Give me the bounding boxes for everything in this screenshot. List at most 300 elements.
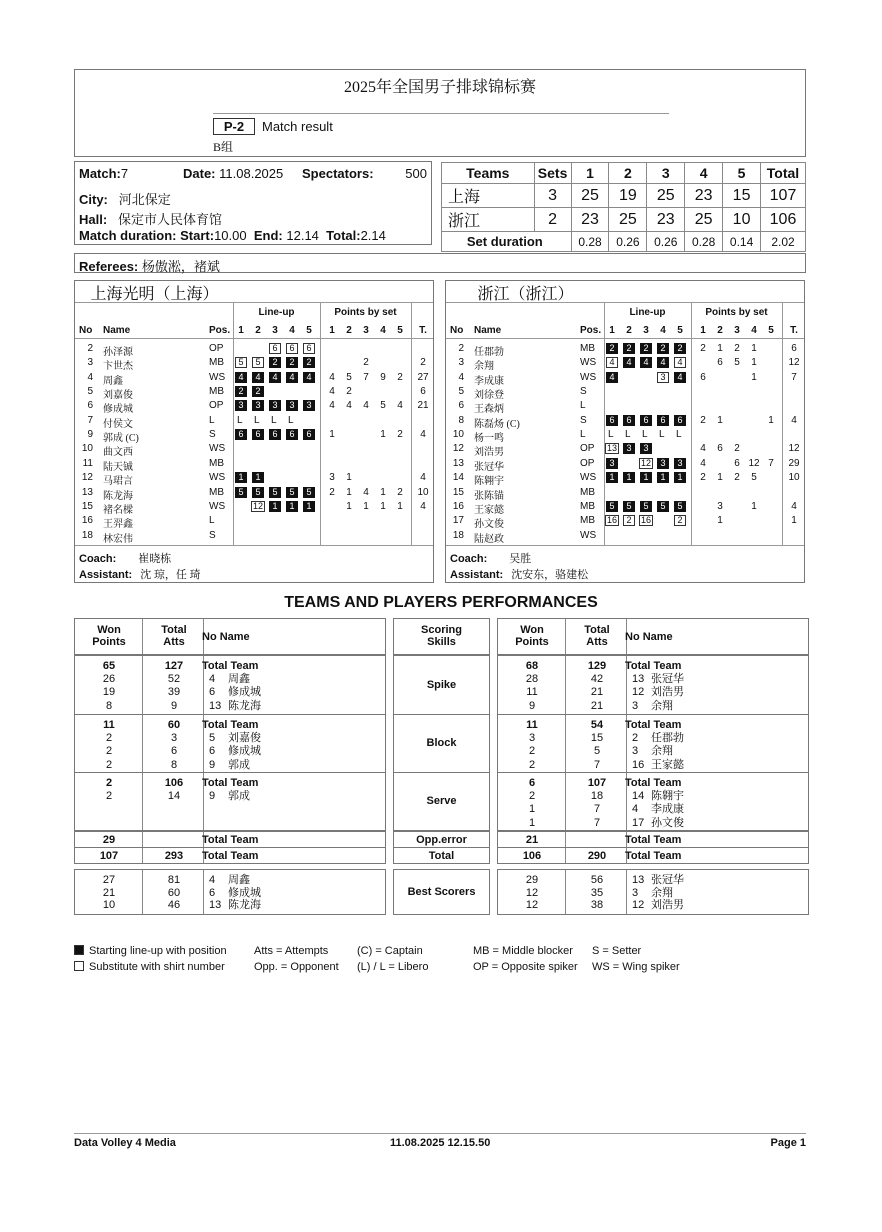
set-points: 7 (768, 457, 774, 469)
won-points: 11 (526, 719, 538, 731)
total-attempts: 127 (164, 660, 184, 672)
starting-position-box: 5 (303, 487, 315, 498)
total-attempts: 54 (590, 719, 604, 731)
starting-position-box: 6 (252, 429, 264, 440)
player-number: 3 (632, 886, 639, 899)
won-points: 21 (525, 834, 539, 846)
won-points: 8 (105, 699, 113, 712)
player-name: 陈翱宇 (651, 790, 684, 803)
player-row (75, 415, 433, 429)
player-number: 6 (209, 745, 216, 758)
match-number-row (79, 166, 128, 181)
points-set-header: 1 (329, 325, 335, 336)
starting-position-box: 4 (623, 357, 635, 368)
set-points: 1 (717, 472, 723, 484)
lineup-set-header: 4 (660, 325, 666, 336)
assistant-label: Assistant: (79, 569, 133, 581)
player-number: 13 (632, 673, 645, 686)
skill-label: Total (428, 850, 455, 862)
player-name: 孙文俊 (651, 816, 684, 829)
set-points: 5 (734, 357, 740, 369)
total-team-label: Total Team (625, 777, 682, 789)
set-points: 2 (397, 429, 403, 441)
player-name: 陈龙海 (228, 699, 261, 712)
points-set-header: 5 (768, 325, 774, 336)
player-position: MB (580, 515, 595, 527)
legend-opp: Opp. = Opponent (254, 961, 339, 973)
starting-position-box: 3 (657, 458, 669, 469)
set-points: 5 (346, 371, 352, 383)
end-label: End: (253, 228, 283, 243)
player-number: 5 (209, 732, 216, 745)
team-title: 上海光明（上海） (90, 286, 219, 303)
score-row-away (442, 208, 806, 232)
player-number: 6 (458, 400, 464, 412)
player-position: OP (209, 343, 224, 354)
libero-mark: L (271, 414, 277, 426)
substitute-number-box: 4 (606, 357, 618, 368)
player-number: 2 (632, 732, 639, 745)
player-name: 张陈锚 (474, 490, 504, 502)
set-points: 3 (717, 500, 723, 512)
player-row (446, 357, 804, 371)
player-row (75, 429, 433, 443)
set-score: 15 (723, 184, 761, 208)
duration-row (79, 228, 386, 243)
total-attempts: 15 (590, 732, 604, 745)
player-name: 陈磊炀 (C) (474, 418, 520, 430)
player-name: 王家懿 (474, 504, 504, 516)
won-points-header: Won Points (92, 624, 126, 648)
player-name: 陈龙海 (228, 899, 261, 911)
player-row (446, 443, 804, 457)
substitute-number-box: 13 (606, 443, 617, 454)
starting-position-box: 5 (623, 501, 635, 512)
total-attempts: 56 (590, 874, 604, 886)
won-points: 2 (105, 790, 113, 803)
starting-position-box: 3 (303, 400, 315, 411)
perf-left-total (74, 847, 386, 864)
document-name: Match result (262, 119, 333, 134)
player-name: 周鑫 (228, 874, 250, 886)
substitute-number-box: 2 (674, 515, 686, 526)
referees-box (74, 253, 806, 273)
lineup-set-header: 3 (272, 325, 278, 336)
player-position: MB (209, 357, 224, 369)
starting-position-box: 2 (269, 357, 281, 368)
roster-col-total: T. (790, 325, 798, 336)
player-row (446, 386, 804, 400)
won-points: 3 (528, 732, 536, 745)
score-header-row (442, 163, 806, 184)
set-score: 23 (647, 208, 685, 232)
perf-right-opp_error (497, 831, 809, 848)
skill-label: Opp.error (416, 834, 467, 846)
player-name: 褚名樑 (103, 504, 133, 516)
set-score: 25 (571, 184, 609, 208)
player-name: 修成城 (228, 745, 261, 758)
perf-skill-block (393, 714, 490, 773)
won-points: 6 (528, 777, 536, 789)
set-points: 4 (363, 400, 369, 412)
player-name: 任郡勃 (474, 347, 504, 358)
duration-label: Match duration: (79, 228, 177, 243)
legend-starting (74, 945, 227, 957)
perf-right-best-scorers (497, 869, 809, 915)
set-score: 10 (723, 208, 761, 232)
city-value: 河北保定 (118, 192, 171, 207)
starting-position-box: 2 (235, 386, 247, 397)
starting-position-box: 2 (606, 343, 618, 354)
total-team-label: Total Team (202, 660, 259, 672)
starting-position-box: 3 (606, 458, 618, 469)
competition-title: 2025年全国男子排球锦标赛 (343, 79, 536, 96)
coach-rule (446, 545, 804, 546)
player-position: MB (209, 386, 224, 398)
player-name: 林宏伟 (103, 533, 133, 545)
starting-position-box: 4 (674, 372, 686, 383)
player-total-points: 12 (788, 357, 800, 369)
starting-position-box: 5 (286, 487, 298, 498)
player-total-points: 7 (791, 371, 797, 383)
score-row-home (442, 184, 806, 208)
set-duration: 0.14 (723, 232, 761, 252)
hall-row (79, 209, 222, 228)
end-time: 12.14 (286, 228, 319, 243)
perf-header-L (74, 618, 386, 655)
player-position: WS (580, 357, 597, 369)
points-set-header: 4 (380, 325, 386, 336)
roster-away (445, 280, 805, 583)
player-row (75, 386, 433, 400)
set-points: 12 (748, 457, 760, 469)
player-total-points: 4 (420, 429, 426, 441)
score-header: 5 (723, 163, 761, 184)
coach-name: 吴胜 (509, 553, 532, 565)
substitute-number-box: 3 (657, 372, 669, 383)
player-name: 王森炳 (474, 404, 504, 416)
total-attempts: 81 (167, 874, 181, 886)
coach-rule (75, 545, 433, 546)
player-row (446, 472, 804, 486)
player-number: 5 (87, 386, 93, 398)
total-time: 2.14 (360, 228, 386, 243)
won-points: 29 (102, 834, 116, 846)
total-atts-header: Total Atts (584, 624, 610, 648)
set-duration: 0.26 (647, 232, 685, 252)
player-total-points: 4 (420, 500, 426, 512)
set-points: 2 (397, 371, 403, 383)
spectators-label: Spectators: (302, 166, 374, 181)
perf-left-block (74, 714, 386, 773)
empty-square-icon (74, 961, 84, 971)
player-row (446, 501, 804, 515)
starting-position-box: 5 (269, 487, 281, 498)
set-points: 2 (734, 443, 740, 455)
player-position: L (209, 414, 215, 426)
player-name: 郭成 (C) (103, 433, 139, 445)
player-number: 3 (87, 357, 93, 369)
skill-label: Serve (426, 795, 457, 807)
total-points: 107 (761, 184, 806, 208)
won-points: 10 (102, 899, 116, 911)
player-number: 4 (632, 803, 639, 816)
player-row (446, 372, 804, 386)
starting-position-box: 5 (606, 501, 618, 512)
score-table (441, 162, 806, 252)
player-number: 18 (81, 529, 93, 541)
match-info-box (74, 161, 432, 245)
player-total-points: 12 (788, 443, 800, 455)
starting-position-box: 2 (286, 357, 298, 368)
starting-position-box: 6 (303, 429, 315, 440)
player-number: 8 (458, 414, 464, 426)
set-points: 6 (717, 357, 723, 369)
won-points: 27 (102, 874, 116, 886)
set-points: 2 (700, 414, 706, 426)
perf-right-spike (497, 655, 809, 715)
set-points: 6 (734, 457, 740, 469)
legend-s: S = Setter (592, 945, 642, 957)
assistant-names: 沈安东，骆建松 (511, 569, 589, 581)
player-total-points: 4 (791, 414, 797, 426)
total-team-label: Total Team (202, 719, 259, 731)
hall-value: 保定市人民体育馆 (118, 212, 223, 227)
set-score: 19 (609, 184, 647, 208)
player-name: 卞世杰 (103, 361, 133, 373)
starting-position-box: 4 (657, 357, 669, 368)
set-points: 5 (380, 400, 386, 412)
player-number: 4 (87, 371, 93, 383)
total-points: 106 (761, 208, 806, 232)
player-position: L (580, 429, 586, 441)
player-total-points: 29 (788, 457, 800, 469)
set-points: 1 (346, 472, 352, 484)
set-points: 4 (329, 386, 335, 398)
roster-col-name: Name (474, 325, 502, 336)
footer-software: Data Volley 4 Media (74, 1137, 176, 1149)
player-number: 6 (87, 400, 93, 412)
player-total-points: 4 (420, 472, 426, 484)
header-box (74, 69, 806, 157)
set-points: 1 (346, 486, 352, 498)
set-points: 1 (751, 371, 757, 383)
player-name: 马珺言 (103, 476, 133, 488)
legend-mb: MB = Middle blocker (473, 945, 573, 957)
starting-position-box: 6 (606, 415, 618, 426)
set-duration: 0.28 (685, 232, 723, 252)
won-points: 65 (102, 660, 116, 672)
player-row (75, 458, 433, 472)
lineup-set-header: 3 (643, 325, 649, 336)
player-number: 7 (87, 414, 93, 426)
assistant-names: 沈 琼，任 琦 (140, 569, 201, 581)
total-attempts: 6 (170, 745, 178, 758)
points-set-header: 3 (363, 325, 369, 336)
player-number: 5 (458, 386, 464, 398)
player-name: 张冠华 (651, 673, 684, 686)
skill-label: Best Scorers (407, 886, 476, 898)
player-name: 孙泽源 (103, 347, 133, 358)
won-points-header: Won Points (515, 624, 549, 648)
starting-position-box: 3 (286, 400, 298, 411)
coach-row (450, 550, 531, 566)
lineup-set-header: 5 (306, 325, 312, 336)
starting-position-box: 5 (674, 501, 686, 512)
starting-position-box: 3 (623, 443, 635, 454)
performance-title: TEAMS AND PLAYERS PERFORMANCES (284, 594, 598, 611)
points-by-set-header: Points by set (334, 307, 397, 318)
player-total-points: 6 (791, 343, 797, 354)
set-points: 9 (380, 371, 386, 383)
perf-header-skills (393, 618, 490, 655)
points-set-header: 3 (734, 325, 740, 336)
set-points: 6 (717, 443, 723, 455)
player-total-points: 21 (417, 400, 429, 412)
roster-col-no: No (450, 325, 464, 336)
points-set-header: 4 (751, 325, 757, 336)
player-number: 4 (458, 371, 464, 383)
starting-position-box: 3 (674, 458, 686, 469)
set-points: 1 (346, 500, 352, 512)
team-title: 浙江（浙江） (477, 286, 574, 303)
player-row (75, 472, 433, 486)
total-atts-header: Total Atts (161, 624, 187, 648)
score-header: 3 (647, 163, 685, 184)
starting-position-box: 2 (657, 343, 669, 354)
starting-position-box: 5 (640, 501, 652, 512)
starting-position-box: 4 (269, 372, 281, 383)
player-position: OP (209, 400, 224, 412)
starting-position-box: 1 (640, 472, 652, 483)
player-position: S (580, 414, 587, 426)
legend-captain: (C) = Captain (357, 945, 423, 957)
player-row (446, 487, 804, 501)
substitute-number-box: 2 (623, 515, 635, 526)
player-row (75, 530, 433, 544)
player-position: WS (209, 371, 226, 383)
points-set-header: 2 (717, 325, 723, 336)
player-number: 9 (87, 429, 93, 441)
perf-right-total (497, 847, 809, 864)
starting-position-box: 1 (303, 501, 315, 512)
player-position: WS (209, 443, 226, 455)
set-points: 1 (717, 414, 723, 426)
player-position: S (580, 386, 587, 398)
player-position: OP (580, 457, 595, 469)
set-points: 1 (768, 414, 774, 426)
referees-label: Referees: (79, 259, 139, 274)
won-points: 12 (525, 899, 539, 911)
set-points: 2 (700, 472, 706, 484)
player-number: 2 (458, 343, 464, 354)
points-set-header: 1 (700, 325, 706, 336)
total-attempts: 293 (164, 850, 184, 862)
player-row (446, 429, 804, 443)
player-position: MB (209, 486, 224, 498)
group-label: B组 (213, 140, 234, 154)
player-row (446, 530, 804, 544)
won-points: 107 (99, 850, 119, 862)
total-attempts: 46 (167, 899, 181, 911)
substitute-number-box: 5 (252, 357, 264, 368)
roster-col-total: T. (419, 325, 427, 336)
date-label: Date: (183, 166, 216, 181)
starting-position-box: 6 (640, 415, 652, 426)
set-points: 1 (397, 500, 403, 512)
player-name: 杨一鸣 (474, 433, 504, 445)
set-points: 4 (700, 443, 706, 455)
total-attempts: 60 (167, 719, 181, 731)
total-attempts: 7 (593, 816, 601, 829)
start-time: 10.00 (214, 228, 247, 243)
libero-mark: L (237, 414, 243, 426)
player-total-points: 10 (417, 486, 429, 498)
player-number: 13 (81, 486, 93, 498)
won-points: 106 (522, 850, 542, 862)
player-total-points: 27 (417, 371, 429, 383)
score-header: Teams (442, 163, 535, 184)
player-name: 刘嘉俊 (103, 390, 133, 402)
coach-name: 崔晓栋 (138, 553, 172, 565)
won-points: 2 (105, 777, 113, 789)
starting-position-box: 5 (235, 487, 247, 498)
player-number: 13 (632, 874, 645, 886)
player-name: 张冠华 (651, 874, 684, 886)
footer-page: Page 1 (770, 1137, 806, 1149)
perf-right-serve (497, 772, 809, 831)
set-score: 25 (685, 208, 723, 232)
player-number: 10 (452, 429, 464, 441)
total-team-label: Total Team (202, 777, 259, 789)
points-by-set-header: Points by set (705, 307, 768, 318)
total-attempts: 60 (167, 886, 181, 899)
player-number: 18 (452, 529, 464, 541)
set-points: 1 (380, 486, 386, 498)
legend-libero: (L) / L = Libero (357, 961, 429, 973)
set-points: 4 (329, 400, 335, 412)
starting-position-box: 1 (252, 472, 264, 483)
player-name: 余翔 (651, 699, 673, 712)
won-points: 2 (105, 745, 113, 758)
set-points: 1 (751, 357, 757, 369)
player-number: 4 (209, 673, 216, 686)
total-team-label: Total Team (625, 719, 682, 731)
assistant-row (79, 566, 201, 582)
starting-position-box: 2 (674, 343, 686, 354)
document-code: P-2 (213, 118, 255, 135)
perf-left-opp_error (74, 831, 386, 848)
total-team-label: Total Team (625, 660, 682, 672)
starting-position-box: 4 (640, 357, 652, 368)
skill-label: Spike (426, 678, 457, 691)
libero-mark: L (254, 414, 260, 426)
set-points: 4 (700, 457, 706, 469)
player-number: 16 (632, 758, 645, 771)
player-number: 6 (209, 886, 216, 899)
set-points: 7 (363, 371, 369, 383)
starting-position-box: 5 (252, 487, 264, 498)
player-name: 周鑫 (103, 375, 123, 387)
total-attempts: 9 (170, 699, 178, 712)
player-name: 王家懿 (651, 758, 684, 771)
set-duration: 0.26 (609, 232, 647, 252)
total-team-label: Total Team (202, 834, 259, 846)
player-name: 李成康 (474, 375, 504, 387)
set-points: 1 (751, 500, 757, 512)
set-points: 1 (717, 343, 723, 354)
substitute-number-box: 12 (640, 457, 651, 468)
